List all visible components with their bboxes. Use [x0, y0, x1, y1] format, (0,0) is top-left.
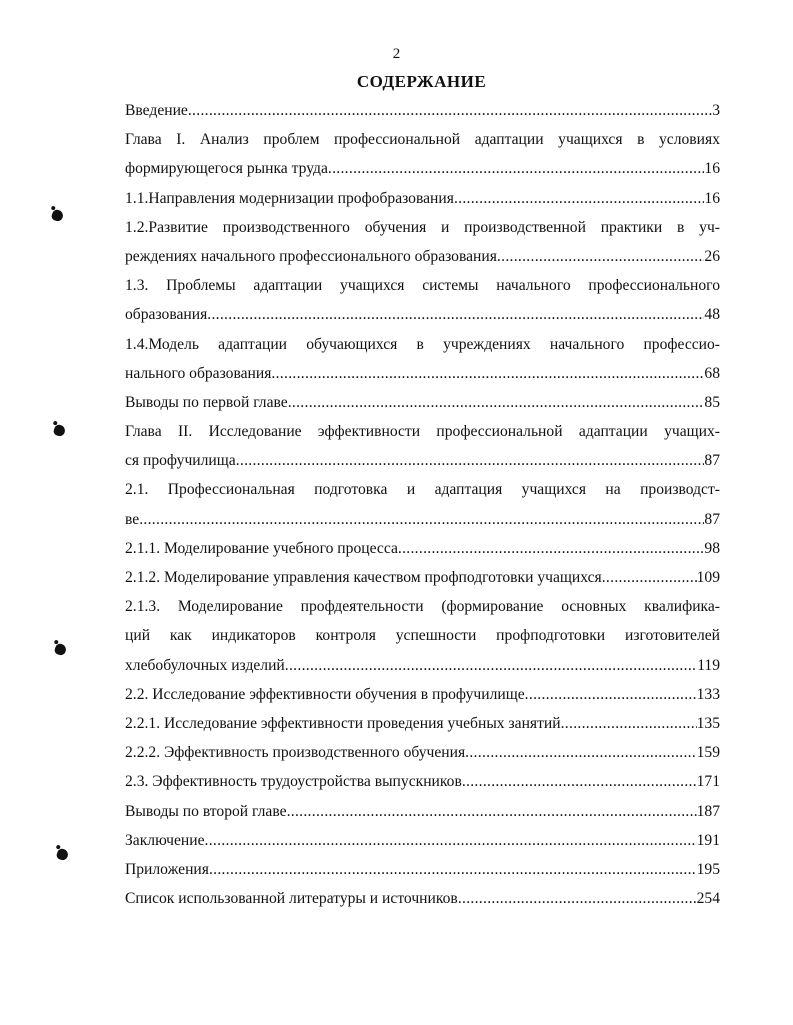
toc-line — [125, 446, 720, 475]
toc-entry-text: 1.4.Модель адаптации обучающихся в учреждениях начального профессио- — [125, 335, 720, 353]
toc-entry — [125, 534, 720, 563]
toc-entry-text: 2.2. Исследование эффективности обучения в профучилище — [125, 685, 525, 703]
toc-line — [125, 709, 720, 738]
dot-leader — [271, 359, 704, 388]
toc-page-number: 16 — [704, 160, 720, 178]
toc-entry-text: 1.1.Направления модернизации профобразования — [125, 189, 454, 207]
dot-leader — [525, 680, 697, 709]
toc-entry-text: 1.2.Развитие производственного обучения и производственной практики в уч- — [125, 218, 720, 236]
toc-entry-text: 1.3. Проблемы адаптации учащихся системы начального профессионального — [125, 277, 720, 295]
toc-line — [125, 651, 720, 680]
dot-leader — [497, 242, 704, 271]
toc-entry — [125, 826, 720, 855]
toc-page-number: 87 — [704, 452, 720, 470]
binding-hole-mark — [50, 208, 64, 222]
toc-page-number: 135 — [696, 714, 720, 732]
toc-entry — [125, 855, 720, 884]
toc-entry-text: ций как индикаторов контроля успешности профподготовки изготовителей — [125, 627, 720, 645]
toc-entry — [125, 417, 720, 475]
toc-line — [125, 184, 720, 213]
dot-leader — [454, 184, 704, 213]
toc-page-number: 98 — [704, 539, 720, 557]
toc-line — [125, 300, 720, 329]
toc-line — [125, 855, 720, 884]
toc-page-number: 191 — [696, 831, 720, 849]
dot-leader — [209, 855, 697, 884]
dot-leader — [561, 709, 697, 738]
toc-title: СОДЕРЖАНИЕ — [356, 72, 487, 91]
toc-page-number: 68 — [704, 364, 720, 382]
toc-line — [125, 563, 720, 592]
toc-entry — [125, 125, 720, 183]
toc-entry — [125, 563, 720, 592]
toc-line — [125, 154, 720, 183]
toc-page-number: 87 — [704, 510, 720, 528]
toc-entry — [125, 709, 720, 738]
toc-entry — [125, 767, 720, 796]
toc-page-number: 195 — [696, 860, 720, 878]
toc-entry-text: хлебобулочных изделий — [125, 656, 285, 674]
toc-entry-text: ся профучилища — [125, 452, 236, 470]
toc-line — [125, 359, 720, 388]
toc-page-number: 48 — [704, 306, 720, 324]
toc-entry — [125, 184, 720, 213]
toc-entry — [125, 96, 720, 125]
table-of-contents — [125, 96, 720, 913]
dot-leader — [458, 884, 697, 913]
dot-leader — [285, 651, 697, 680]
toc-page-number: 3 — [712, 102, 720, 119]
toc-entry-text: Выводы по первой главе — [125, 393, 288, 411]
toc-entry — [125, 738, 720, 767]
toc-page-number: 133 — [696, 685, 720, 703]
toc-line — [125, 534, 720, 563]
toc-page-number: 109 — [696, 569, 720, 586]
toc-entry-text: Выводы по второй главе — [125, 802, 287, 820]
toc-page-number: 187 — [696, 802, 720, 820]
toc-page-number: 119 — [697, 656, 720, 674]
dot-leader — [465, 738, 696, 767]
toc-entry-text: Глава II. Исследование эффективности профессиональной адаптации учащих- — [125, 423, 720, 441]
toc-line — [125, 884, 720, 913]
dot-leader — [328, 154, 705, 183]
toc-line — [125, 680, 720, 709]
binding-hole-mark — [53, 642, 67, 656]
toc-entry — [125, 680, 720, 709]
toc-entry-text: 2.1.3. Моделирование профдеятельности (формирование основных квалифика- — [125, 598, 720, 616]
toc-entry-text: реждениях начального профессионального образования — [125, 247, 497, 265]
toc-line — [125, 96, 720, 125]
page-number: 2 — [392, 46, 401, 62]
dot-leader — [236, 446, 705, 475]
toc-entry — [125, 388, 720, 417]
toc-entry — [125, 884, 720, 913]
dot-leader — [288, 388, 705, 417]
binding-hole-mark — [55, 847, 69, 861]
toc-entry-text: Заключение — [125, 831, 205, 849]
toc-entry — [125, 330, 720, 388]
binding-hole-mark — [52, 423, 66, 437]
toc-entry-text: 2.2.2. Эффективность производственного обучения — [125, 744, 466, 762]
toc-entry-text: Введение — [125, 102, 188, 119]
toc-line — [125, 826, 720, 855]
dot-leader — [398, 534, 705, 563]
toc-entry-text: Приложения — [125, 860, 209, 878]
dot-leader — [462, 767, 697, 796]
toc-entry-text: нального образования — [125, 364, 272, 382]
toc-entry — [125, 797, 720, 826]
toc-entry-text: ве — [125, 510, 140, 528]
dot-leader — [207, 300, 704, 329]
dot-leader — [188, 96, 712, 125]
toc-entry-text: образования — [125, 306, 208, 324]
toc-page-number: 171 — [696, 773, 720, 791]
toc-entry-text: формирующегося рынка труда — [125, 160, 328, 178]
dot-leader — [139, 505, 704, 534]
toc-line — [125, 797, 720, 826]
toc-entry-text: Глава I. Анализ проблем профессиональной адаптации учащихся в условиях — [125, 131, 720, 149]
toc-entry — [125, 271, 720, 329]
toc-entry — [125, 592, 720, 680]
toc-entry-text: 2.1. Профессиональная подготовка и адаптация учащихся на производст- — [125, 481, 720, 499]
toc-line — [125, 767, 720, 796]
toc-page-number: 26 — [704, 247, 720, 265]
toc-entry-text: 2.1.1. Моделирование учебного процесса — [125, 539, 398, 557]
toc-entry-text: Список использованной литературы и источников — [125, 890, 458, 908]
toc-line — [125, 738, 720, 767]
toc-page-number: 159 — [696, 744, 720, 762]
toc-entry — [125, 213, 720, 271]
dot-leader — [602, 563, 697, 592]
toc-page-number: 85 — [704, 393, 720, 411]
toc-line — [125, 388, 720, 417]
toc-entry-text: 2.1.2. Моделирование управления качеством профподготовки учащихся — [125, 569, 602, 586]
toc-entry-text: 2.3. Эффективность трудоустройства выпускников — [125, 773, 462, 791]
dot-leader — [205, 826, 697, 855]
toc-line — [125, 242, 720, 271]
toc-entry — [125, 475, 720, 533]
toc-page-number: 16 — [704, 189, 720, 207]
dot-leader — [287, 797, 697, 826]
toc-line — [125, 505, 720, 534]
toc-page-number: 254 — [696, 890, 720, 908]
toc-entry-text: 2.2.1. Исследование эффективности проведения учебных занятий — [125, 714, 561, 732]
